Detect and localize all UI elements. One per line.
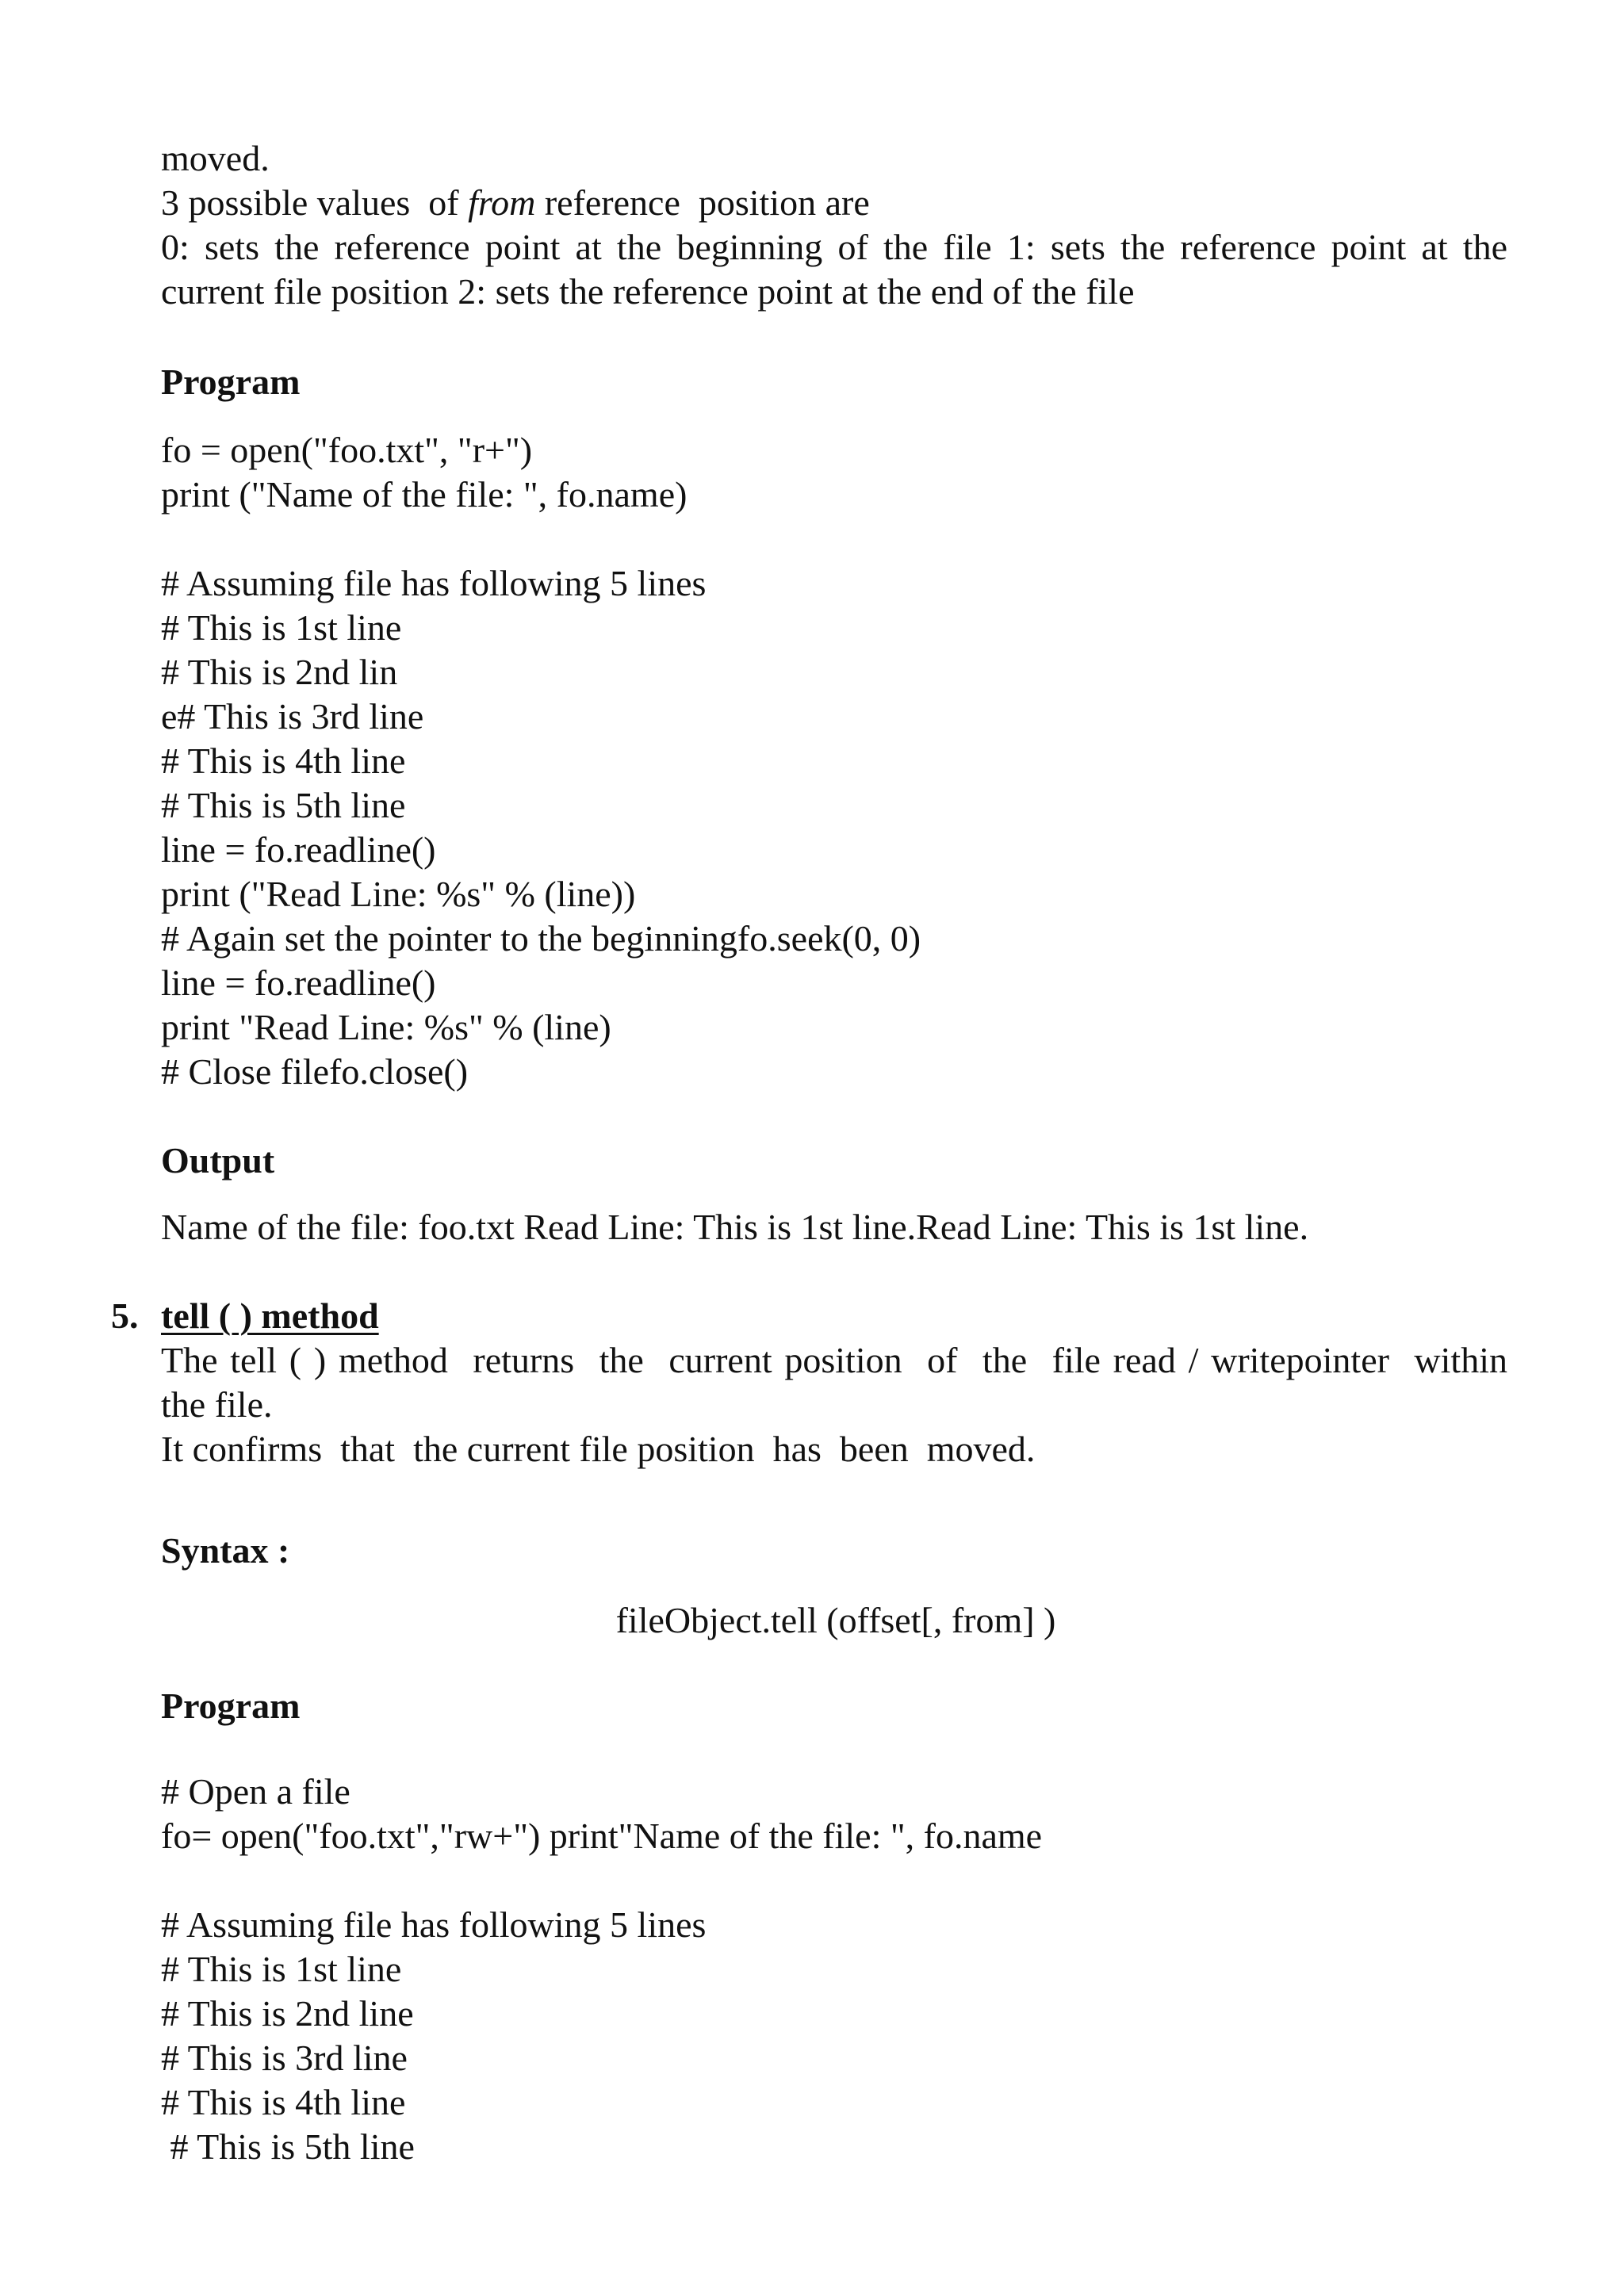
code-line: # Open a file	[161, 1771, 350, 1812]
intro-line-3: 0: sets the reference point at the beginning of the file 1: sets the reference point at the	[161, 227, 1507, 267]
code-line: # Again set the pointer to the beginningfo.seek(0, 0)	[161, 918, 921, 959]
syntax-heading: Syntax :	[161, 1530, 290, 1571]
section-desc-1: The tell ( ) method returns the current position of the file read / writepointer within	[161, 1340, 1507, 1380]
from-keyword: from	[468, 182, 536, 223]
code-line: # This is 5th line	[161, 2126, 415, 2167]
code-line: print "Read Line: %s" % (line)	[161, 1007, 611, 1047]
code-line: fo= open("foo.txt","rw+") print"Name of the file: ", fo.name	[161, 1816, 1043, 1856]
intro-line-2-a: 3 possible values of	[161, 182, 469, 223]
section-desc-3: It confirms that the current file position has been moved.	[161, 1429, 1036, 1469]
section-title: tell ( ) method	[161, 1295, 379, 1336]
code-line: print ("Read Line: %s" % (line))	[161, 874, 636, 914]
intro-line-2	[161, 181, 870, 225]
code-line: fo = open("foo.txt", "r+")	[161, 430, 533, 470]
code-line: # This is 4th line	[161, 2082, 406, 2122]
intro-line-1: moved.	[161, 138, 270, 178]
output-heading: Output	[161, 1140, 275, 1181]
code-line: line = fo.readline()	[161, 962, 436, 1003]
program-heading: Program	[161, 362, 301, 402]
code-line: # This is 1st line	[161, 607, 402, 648]
code-line: # This is 3rd line	[161, 2038, 408, 2078]
code-line: # This is 1st line	[161, 1949, 402, 1989]
intro-line-2-b: reference position are	[535, 182, 870, 223]
code-line: # Assuming file has following 5 lines	[161, 563, 707, 603]
program-heading-2: Program	[161, 1686, 301, 1726]
code-line: e# This is 3rd line	[161, 696, 424, 737]
output-text: Name of the file: foo.txt Read Line: This is 1st line.Read Line: This is 1st line.	[161, 1207, 1309, 1247]
code-line: # This is 2nd line	[161, 1993, 414, 2034]
code-line: # This is 2nd lin	[161, 652, 398, 692]
code-line: # Close filefo.close()	[161, 1051, 469, 1092]
code-line: # This is 4th line	[161, 740, 406, 781]
code-line: print ("Name of the file: ", fo.name)	[161, 474, 688, 515]
code-line: # This is 5th line	[161, 785, 406, 825]
section-number: 5.	[111, 1295, 139, 1336]
intro-line-4: current file position 2: sets the reference point at the end of the file	[161, 271, 1135, 312]
section-desc-2: the file.	[161, 1384, 273, 1425]
syntax-line: fileObject.tell (offset[, from] )	[615, 1600, 1056, 1640]
code-line: # Assuming file has following 5 lines	[161, 1904, 707, 1945]
code-line: line = fo.readline()	[161, 829, 436, 870]
